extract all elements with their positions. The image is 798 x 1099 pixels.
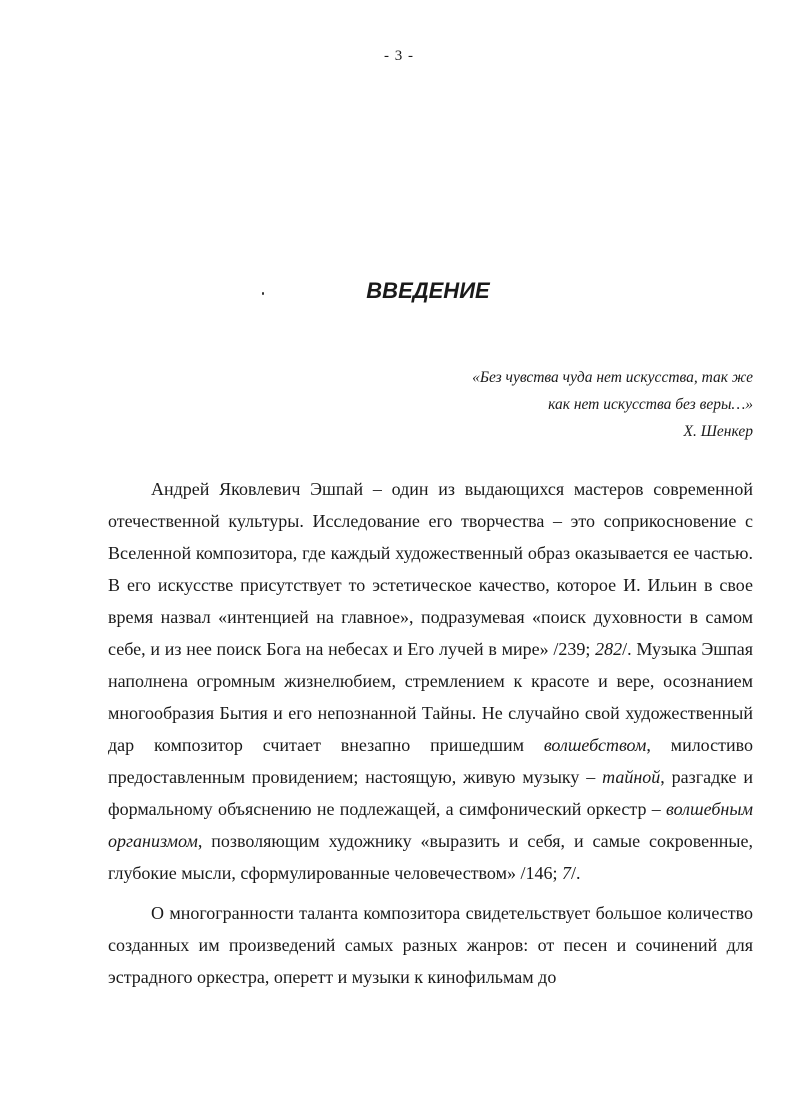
citation-page-1: 282 xyxy=(595,639,623,659)
page-number: - 3 - xyxy=(384,48,414,64)
emphasis-tainoy: тайной xyxy=(602,767,661,787)
paragraph-1-part-4: , разгадке и формальному объяснению не подлежащей, а симфонический оркестр – xyxy=(108,767,753,819)
citation-page-2: 7 xyxy=(561,863,571,883)
paragraph-1-part-6: /. xyxy=(570,863,581,883)
section-heading: ВВЕДЕНИЕ xyxy=(366,278,490,303)
epigraph xyxy=(472,364,753,445)
epigraph-line-1: «Без чувства чуда нет искусства, так же xyxy=(472,369,753,386)
epigraph-author: Х. Шенкер xyxy=(683,423,753,440)
emphasis-volshebstvom: волшебством xyxy=(543,735,647,755)
paragraph-2: О многогранности таланта композитора свидетельствует большое количество созданных им произведений самых разных жанров: от песен и сочинений для эстрадного оркестра, оперетт и музыки к кинофильмам до xyxy=(108,903,753,987)
paragraph-1-part-3: , милостиво предоставленным провидением; настоящую, живую музыку – xyxy=(108,735,753,787)
paragraph-1 xyxy=(108,473,753,889)
paragraph-1-part-2: /. Музыка Эшпая наполнена огромным жизнелюбием, стремлением к красоте и вере, осознанием многообразия Бытия и его непознанной Тайны. Не случайно свой художественный дар композитор считает внезапно пришедшим xyxy=(108,639,753,755)
paragraph-1-part-1: Андрей Яковлевич Эшпай – один из выдающихся мастеров современной отечественной культуры. Исследование его творчества – это соприкосновение с Вселенной композитора, где каждый художественный образ оказывается ее частью. В его искусстве присутствует то эстетическое качество, которое И. Ильин в свое время назвал «интенцией на главное», подразумевая «поиск духовности в самом себе, и из нее поиск Бога на небесах и Его лучей в мире» /239; xyxy=(108,479,753,659)
body-text xyxy=(108,473,753,993)
epigraph-line-2: как нет искусства без веры…» xyxy=(548,396,753,413)
emphasis-volshebnym-organizmom: волшебным организмом xyxy=(108,799,753,851)
paragraph-1-part-5: , позволяющим художнику «выразить и себя, и самые сокровенные, глубокие мысли, сформулированные человечеством» /146; xyxy=(108,831,753,883)
